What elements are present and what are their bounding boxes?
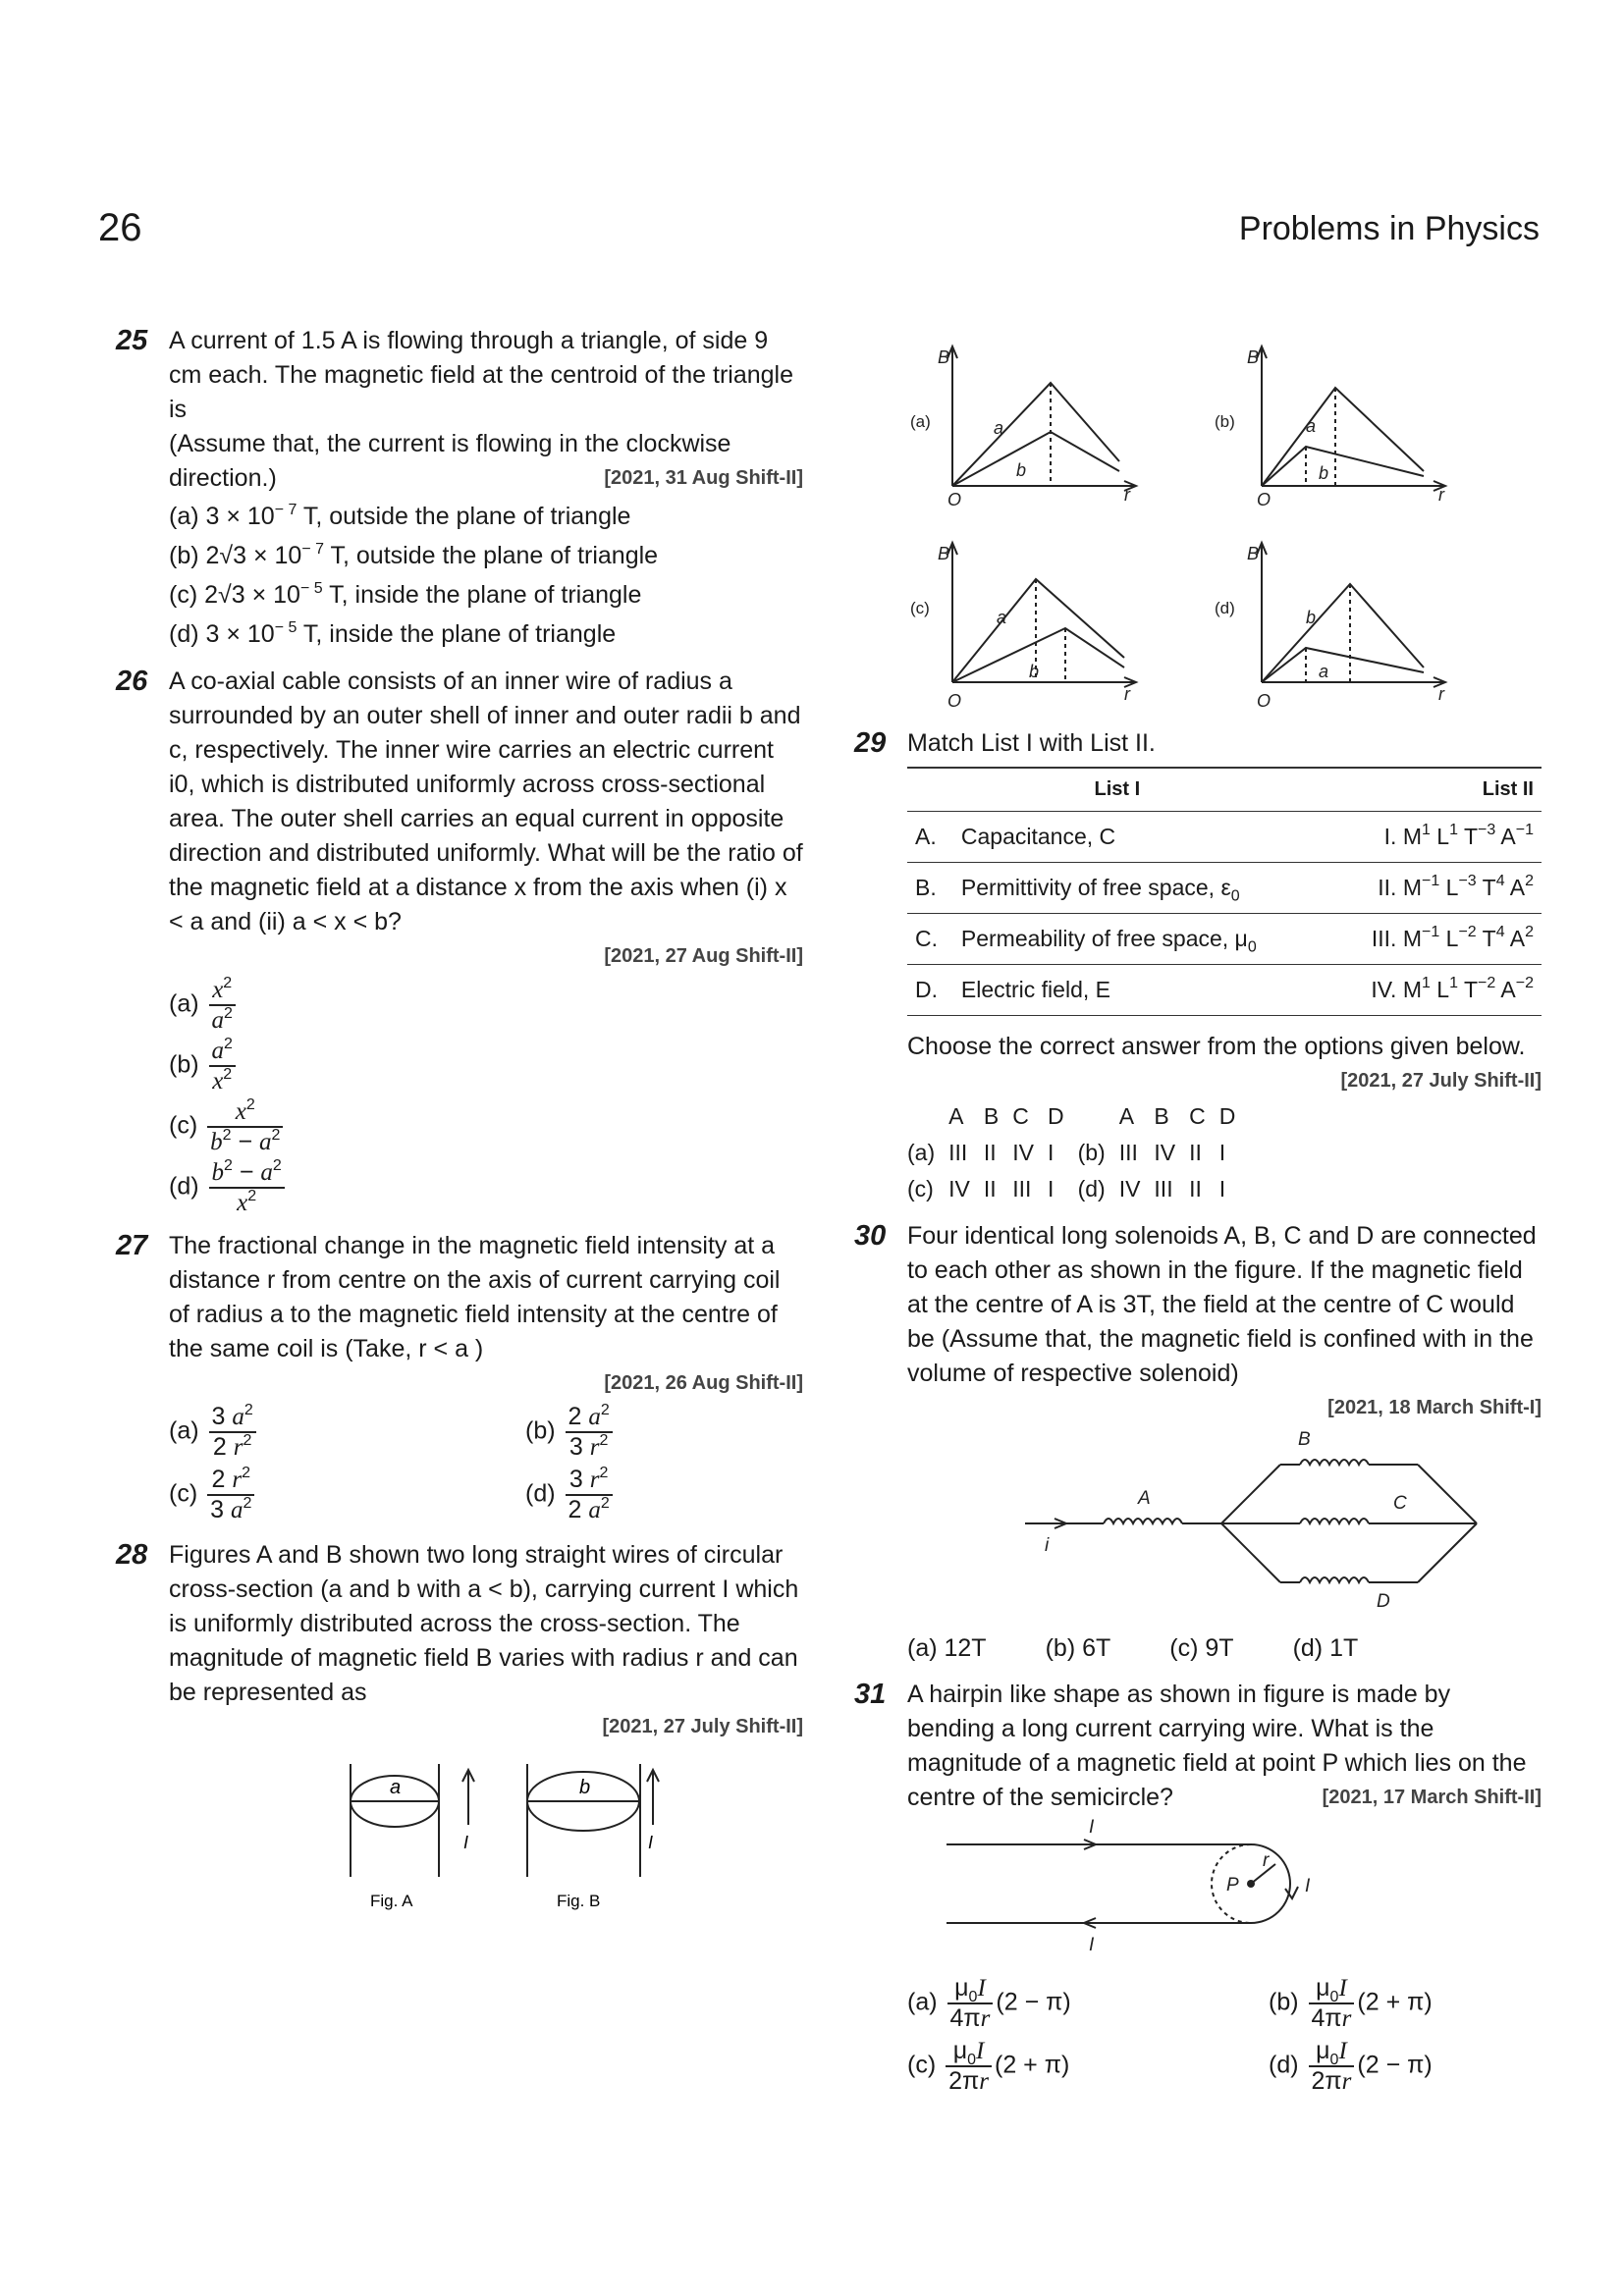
answer-cell: II [1189, 1176, 1202, 1201]
question-text: A current of 1.5 A is flowing through a triangle, of side 9 cm each. The magnetic field at the centroid of the triangle is [169, 327, 794, 423]
question-number: 27 [116, 1230, 148, 1261]
right-column [854, 329, 1542, 2109]
answer-cell: III [1154, 1176, 1173, 1201]
question-27 [116, 1229, 803, 1526]
answer-cell: (c) [907, 1176, 934, 1201]
answer-cell: A [1118, 1103, 1135, 1129]
svg-text:b: b [1016, 460, 1027, 480]
answer-cell: B [983, 1103, 1000, 1129]
answer-cell: III [1012, 1176, 1032, 1201]
svg-text:(b): (b) [1215, 412, 1235, 431]
hairpin-figure [907, 1815, 1536, 1962]
svg-text:C: C [1393, 1493, 1407, 1514]
table-row: D. Electric field, E IV. $M^1$ $L^1$ $T^{-2}$ $A^{-2}$ [907, 965, 1542, 1016]
option-a: (a) $\frac{\mu_0I}{4\pi r}$ (2 − π) [907, 1974, 1071, 2032]
question-number: 25 [116, 325, 148, 356]
option-b: (b) $\frac{a^2}{x^2}$ [169, 1037, 803, 1095]
svg-text:r: r [1438, 684, 1444, 704]
choose-text: Choose the correct answer from the options given below. [907, 1033, 1526, 1060]
option-d: (d) $\frac{\mu_0I}{2\pi r}$ (2 − π) [1269, 2037, 1433, 2095]
q28-graph-options [854, 329, 1542, 721]
option-c: (c) $\frac{\mu_0I}{2\pi r}$ (2 + π) [907, 2037, 1070, 2095]
table-row: A. Capacitance, C I. $M^1$ $L^1$ $T^{-3}$ $A^{-1}$ [907, 812, 1542, 863]
svg-text:b: b [579, 1777, 591, 1798]
option-b: (b) 6T [1045, 1634, 1111, 1662]
svg-text:B: B [1298, 1429, 1311, 1450]
svg-text:I: I [648, 1833, 654, 1852]
svg-text:I: I [1305, 1876, 1311, 1896]
option-c: (c) $\frac{2 r^2}{3 a^2}$ [169, 1466, 447, 1524]
answer-cell: A [948, 1103, 964, 1129]
fig-a-label: Fig. A [370, 1892, 413, 1910]
solenoid-circuit [907, 1425, 1536, 1622]
svg-text:i: i [1045, 1535, 1050, 1556]
answer-cell: III [1118, 1140, 1138, 1165]
page-number: 26 [98, 206, 142, 249]
svg-text:(d): (d) [1215, 599, 1235, 617]
svg-text:O: O [947, 490, 962, 509]
svg-text:b: b [1306, 608, 1317, 627]
list2-header: List II [1327, 768, 1542, 812]
source-tag: [2021, 27 July Shift-II] [602, 1716, 803, 1737]
answer-options-table [907, 1098, 1249, 1207]
answer-cell: D [1047, 1103, 1064, 1129]
question-text: Four identical long solenoids A, B, C and D are connected to each other as shown in the figure. If the magnetic field at the centre of A is 3T, the field at the centre of C would be (Assume that, the magnetic field is confined with in the volume of respective solenoid) [907, 1222, 1537, 1387]
question-number: 29 [854, 727, 887, 759]
left-column [116, 324, 803, 1952]
question-26 [116, 665, 803, 1217]
table-row: C. Permeability of free space, $\mu_0$ III. $M^{-1}$ $L^{-2}$ $T^4$ $A^2$ [907, 914, 1542, 965]
question-number: 28 [116, 1539, 148, 1571]
svg-text:I: I [1089, 1817, 1095, 1838]
list1-header: List I [907, 768, 1327, 812]
svg-text:b: b [1029, 662, 1040, 681]
question-25 [116, 324, 803, 653]
question-number: 30 [854, 1220, 887, 1252]
option-d: (d) $\frac{b^2 - a^2}{x^2}$ [169, 1158, 803, 1217]
svg-text:a: a [1319, 662, 1329, 681]
svg-text:r: r [1124, 485, 1130, 505]
source-tag: [2021, 18 March Shift-I] [1327, 1397, 1542, 1418]
source-tag: [2021, 31 Aug Shift-II] [604, 467, 803, 489]
question-text: Match List I with List II. [907, 729, 1156, 757]
answer-cell: I [1047, 1140, 1055, 1165]
answer-cell [907, 1098, 948, 1135]
svg-text:a: a [1306, 416, 1317, 436]
svg-text:A: A [1138, 1488, 1151, 1509]
answer-cell: I [1047, 1176, 1055, 1201]
answer-cell: IV [1012, 1140, 1034, 1165]
answer-cell: IV [1154, 1140, 1176, 1165]
svg-text:B: B [938, 347, 950, 367]
option-a: (a) $\frac{x^2}{a^2}$ [169, 976, 803, 1035]
svg-text:O: O [947, 691, 962, 711]
running-head: Problems in Physics [1238, 210, 1540, 247]
svg-text:b: b [1319, 463, 1329, 483]
question-30 [854, 1219, 1542, 1666]
answer-cell: IV [1118, 1176, 1141, 1201]
svg-text:r: r [1263, 1850, 1270, 1871]
option-b: (b) $\frac{2 a^2}{3 r^2}$ [525, 1403, 803, 1462]
option-d: (d) $3 \times 10^{- 5}$ T, inside the plane of triangle [169, 619, 617, 648]
question-number: 26 [116, 666, 148, 697]
answer-row [907, 1171, 1249, 1207]
answer-cell: I [1218, 1140, 1226, 1165]
svg-text:I: I [1089, 1935, 1095, 1955]
answer-cell: I [1218, 1176, 1226, 1201]
answer-cell: B [1154, 1103, 1169, 1129]
svg-text:O: O [1257, 490, 1271, 509]
svg-text:r: r [1124, 684, 1130, 704]
option-c: (c) $2√3 \times 10^{- 5}$ T, inside the plane of triangle [169, 580, 642, 609]
svg-text:(a): (a) [910, 412, 931, 431]
option-d: (d) 1T [1292, 1634, 1359, 1662]
answer-cell: C [1189, 1103, 1206, 1129]
svg-text:a: a [997, 608, 1007, 627]
svg-text:I: I [463, 1833, 469, 1852]
answer-cell [1078, 1098, 1119, 1135]
source-tag: [2021, 17 March Shift-II] [1322, 1787, 1542, 1808]
answer-cell: (b) [1077, 1140, 1106, 1165]
source-tag: [2021, 26 Aug Shift-II] [604, 1372, 803, 1394]
table-row: B. Permittivity of free space, $\varepsilon_0$ II. $M^{-1}$ $L^{-3}$ $T^4$ $A^2$ [907, 863, 1542, 914]
answer-cell: II [983, 1176, 997, 1201]
question-28 [116, 1538, 803, 1941]
match-table [907, 767, 1542, 1016]
question-text: Figures A and B shown two long straight wires of circular cross-section (a and b with a < b), carrying current I which is uniformly distributed across the cross-section. The magnitude of magnetic field B varies with radius r and can be represented as [169, 1541, 799, 1706]
question-31 [854, 1678, 1542, 2098]
answer-cell: C [1012, 1103, 1029, 1129]
svg-text:O: O [1257, 691, 1271, 711]
fig-b-label: Fig. B [557, 1892, 601, 1910]
question-text: The fractional change in the magnetic field intensity at a distance r from centre on the axis of current carrying coil of radius a to the magnetic field intensity at the centre of the same coil is (Take, r < a ) [169, 1232, 781, 1362]
svg-text:a: a [994, 418, 1004, 438]
svg-text:P: P [1226, 1875, 1239, 1896]
source-tag: [2021, 27 Aug Shift-II] [604, 945, 803, 967]
question-assumption: (Assume that, the current is flowing in the clockwise direction.) [2021, 31 Aug Shift-II] [169, 427, 803, 496]
question-text: A hairpin like shape as shown in figure is made by bending a long current carrying wire. What is the magnitude of a magnetic field at point P which lies on the centre of the semicircle? [2021, 17 March Shift-II] [907, 1678, 1542, 1815]
svg-text:a: a [390, 1777, 402, 1798]
answer-row [907, 1135, 1249, 1171]
option-c: (c) $\frac{x^2}{b^2 - a^2}$ [169, 1097, 803, 1156]
svg-text:B: B [1247, 347, 1260, 367]
option-c: (c) 9T [1169, 1634, 1234, 1662]
svg-text:B: B [1247, 544, 1260, 563]
question-text: A co-axial cable consists of an inner wire of radius a surrounded by an outer shell of inner and outer radii b and c, respectively. The inner wire carries an electric current i0, which is distributed uniformly across cross-sectional area. The outer shell carries an equal current in opposite direction and distributed uniformly. What will be the ratio of the magnetic field at a distance x from the axis when (i) x < a and (ii) a < x < b? [169, 667, 803, 935]
svg-text:B: B [938, 544, 950, 563]
answer-row [907, 1098, 1249, 1135]
option-d: (d) $\frac{3 r^2}{2 a^2}$ [525, 1466, 803, 1524]
option-a: (a) 12T [907, 1634, 987, 1662]
option-b: (b) $\frac{\mu_0I}{4\pi r}$ (2 + π) [1269, 1974, 1433, 2032]
svg-text:(c): (c) [910, 599, 930, 617]
answer-cell: D [1218, 1103, 1236, 1129]
source-tag: [2021, 27 July Shift-II] [1340, 1070, 1542, 1092]
question-29 [854, 726, 1542, 1207]
answer-cell: II [983, 1140, 997, 1165]
answer-cell: IV [948, 1176, 970, 1201]
option-a: (a) $\frac{3 a^2}{2 r^2}$ [169, 1403, 447, 1462]
option-b: (b) $2√3 \times 10^{- 7}$ T, outside the plane of triangle [169, 541, 659, 569]
svg-text:r: r [1438, 485, 1444, 505]
option-a: (a) $3 \times 10^{- 7}$ T, outside the plane of triangle [169, 502, 631, 530]
answer-cell: (d) [1077, 1176, 1106, 1201]
answer-cell: III [948, 1140, 968, 1165]
question-number: 31 [854, 1679, 887, 1710]
answer-cell: (a) [907, 1140, 936, 1165]
wire-figures [169, 1744, 797, 1931]
svg-text:D: D [1377, 1591, 1390, 1612]
answer-cell: II [1189, 1140, 1202, 1165]
